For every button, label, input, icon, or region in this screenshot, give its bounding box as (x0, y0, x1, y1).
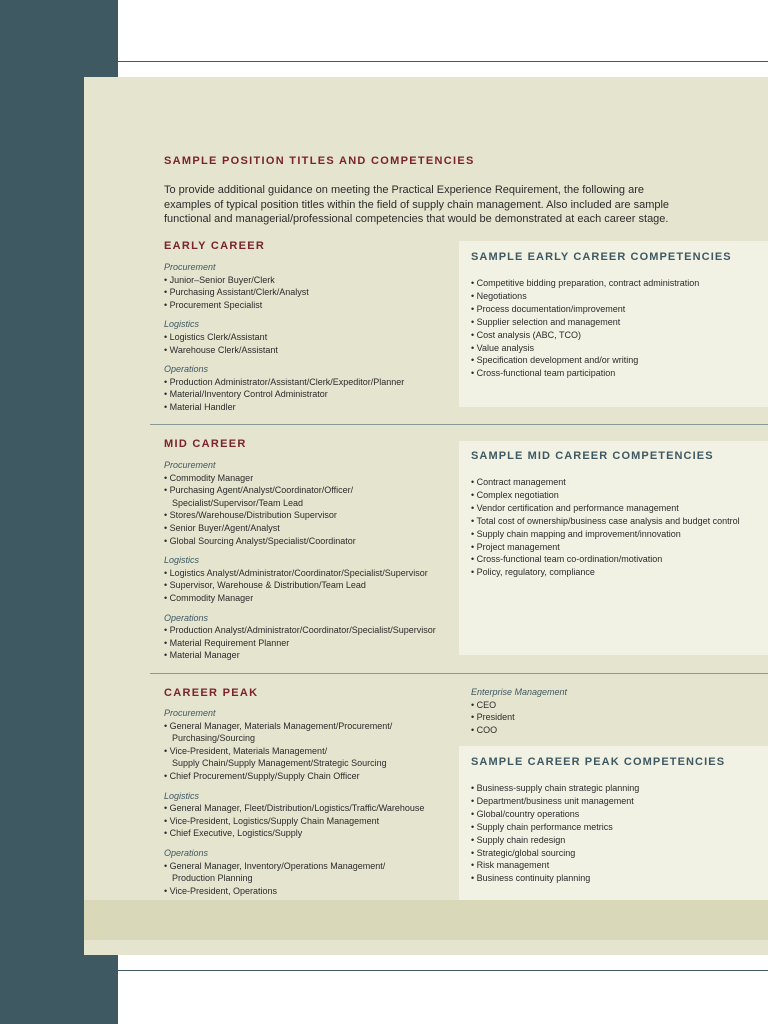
list-item: • Global/country operations (471, 808, 761, 821)
procurement-list (164, 720, 456, 783)
procurement-list (164, 274, 454, 312)
panel-footer-band (84, 900, 768, 940)
list-item: • President (471, 711, 751, 724)
page-heading: SAMPLE POSITION TITLES AND COMPETENCIES (164, 155, 475, 167)
list-item: • General Manager, Fleet/Distribution/Logistics/Traffic/Warehouse (164, 802, 456, 815)
list-item: • Cross-functional team participation (471, 367, 761, 380)
category-label: Logistics (164, 319, 200, 330)
list-item: • Commodity Manager (164, 472, 456, 485)
category-label: Enterprise Management (471, 687, 568, 697)
category-label: Operations (164, 612, 209, 623)
operations-list (164, 624, 456, 662)
list-item: • CEO (471, 699, 751, 712)
logistics-list (164, 802, 456, 840)
mid-competencies-list (471, 476, 761, 579)
list-item: • Logistics Analyst/Administrator/Coordinator/Specialist/Supervisor (164, 567, 456, 580)
list-item: • Total cost of ownership/business case analysis and budget control (471, 515, 761, 528)
list-item: • Vice-President, Logistics/Supply Chain Management (164, 815, 456, 828)
list-item: • Warehouse Clerk/Assistant (164, 344, 454, 357)
list-item: • Logistics Clerk/Assistant (164, 331, 454, 344)
list-item: • Vice-President, Operations (164, 885, 456, 898)
operations-list (164, 860, 456, 898)
category-label: Logistics (164, 555, 200, 566)
list-item: • Purchasing Agent/Analyst/Coordinator/Officer/ Specialist/Supervisor/Team Lead (164, 484, 456, 509)
list-item: • Supply chain redesign (471, 834, 761, 847)
list-item: • Specification development and/or writing (471, 354, 761, 367)
list-item: • Supply chain mapping and improvement/innovation (471, 528, 761, 541)
logistics-list (164, 567, 456, 605)
list-item: • Senior Buyer/Agent/Analyst (164, 522, 456, 535)
enterprise-list (471, 699, 751, 737)
list-item: • Policy, regulatory, compliance (471, 566, 761, 579)
frame-top-line (68, 61, 768, 62)
list-item: • COO (471, 724, 751, 737)
list-item: • Complex negotiation (471, 489, 761, 502)
operations-list (164, 376, 454, 414)
list-item: • Material/Inventory Control Administrator (164, 388, 454, 401)
list-item: • Supplier selection and management (471, 316, 761, 329)
career-peak-title: CAREER PEAK (164, 687, 259, 699)
list-item: • Material Handler (164, 401, 454, 414)
list-item: • Purchasing Assistant/Clerk/Analyst (164, 286, 454, 299)
list-item: • Vice-President, Materials Management/ Supply Chain/Supply Management/Strategic Sourcing (164, 745, 456, 770)
category-label: Operations (164, 847, 209, 858)
list-item: • Stores/Warehouse/Distribution Supervisor (164, 509, 456, 522)
list-item: • Department/business unit management (471, 795, 761, 808)
mid-career-title: MID CAREER (164, 438, 247, 450)
list-item: • Procurement Specialist (164, 299, 454, 312)
logistics-list (164, 331, 454, 356)
list-item: • General Manager, Materials Management/Procurement/ Purchasing/Sourcing (164, 720, 456, 745)
list-item: • Chief Procurement/Supply/Supply Chain Officer (164, 770, 456, 783)
list-item: • Negotiations (471, 290, 761, 303)
frame-left-line (68, 61, 69, 971)
procurement-list (164, 472, 456, 548)
section-divider (150, 673, 768, 674)
list-item: • Production Analyst/Administrator/Coordinator/Specialist/Supervisor (164, 624, 456, 637)
category-label: Logistics (164, 790, 200, 801)
list-item: • Vendor certification and performance management (471, 502, 761, 515)
category-label: Procurement (164, 460, 216, 470)
list-item: • Global Sourcing Analyst/Specialist/Coordinator (164, 535, 456, 548)
list-item: • Material Requirement Planner (164, 637, 456, 650)
list-item: • Value analysis (471, 342, 761, 355)
mid-competencies-title: SAMPLE MID CAREER COMPETENCIES (471, 450, 714, 462)
peak-competencies-title: SAMPLE CAREER PEAK COMPETENCIES (471, 756, 726, 768)
category-label: Procurement (164, 262, 216, 272)
frame-bottom-line (68, 970, 768, 971)
list-item: • Risk management (471, 859, 761, 872)
peak-competencies-list (471, 782, 761, 885)
category-label: Procurement (164, 708, 216, 718)
list-item: • Material Manager (164, 649, 456, 662)
early-career-positions (164, 261, 454, 414)
early-competencies-title: SAMPLE EARLY CAREER COMPETENCIES (471, 251, 732, 263)
list-item: • Cost analysis (ABC, TCO) (471, 329, 761, 342)
list-item: • Business-supply chain strategic planning (471, 782, 761, 795)
intro-paragraph: To provide additional guidance on meeting the Practical Experience Requirement, the following are examples of typical position titles within the field of supply chain management. Also included are sample functional and managerial/professional competencies that would be demonstrated at each career stage. (164, 184, 670, 225)
list-item: • Cross-functional team co-ordination/motivation (471, 553, 761, 566)
mid-career-positions (164, 459, 456, 662)
list-item: • Process documentation/improvement (471, 303, 761, 316)
list-item: • Production Administrator/Assistant/Clerk/Expeditor/Planner (164, 376, 454, 389)
list-item: • Supervisor, Warehouse & Distribution/Team Lead (164, 579, 456, 592)
category-label: Operations (164, 364, 209, 375)
list-item: • Project management (471, 541, 761, 554)
list-item: • Junior–Senior Buyer/Clerk (164, 274, 454, 287)
early-career-title: EARLY CAREER (164, 240, 266, 252)
list-item: • Contract management (471, 476, 761, 489)
enterprise-management-positions (471, 686, 751, 736)
list-item: • Business continuity planning (471, 872, 761, 885)
list-item: • General Manager, Inventory/Operations Management/ Production Planning (164, 860, 456, 885)
early-competencies-list (471, 277, 761, 380)
career-peak-positions (164, 707, 456, 897)
list-item: • Strategic/global sourcing (471, 847, 761, 860)
section-divider (150, 424, 768, 425)
list-item: • Competitive bidding preparation, contract administration (471, 277, 761, 290)
list-item: • Supply chain performance metrics (471, 821, 761, 834)
list-item: • Commodity Manager (164, 592, 456, 605)
list-item: • Chief Executive, Logistics/Supply (164, 827, 456, 840)
